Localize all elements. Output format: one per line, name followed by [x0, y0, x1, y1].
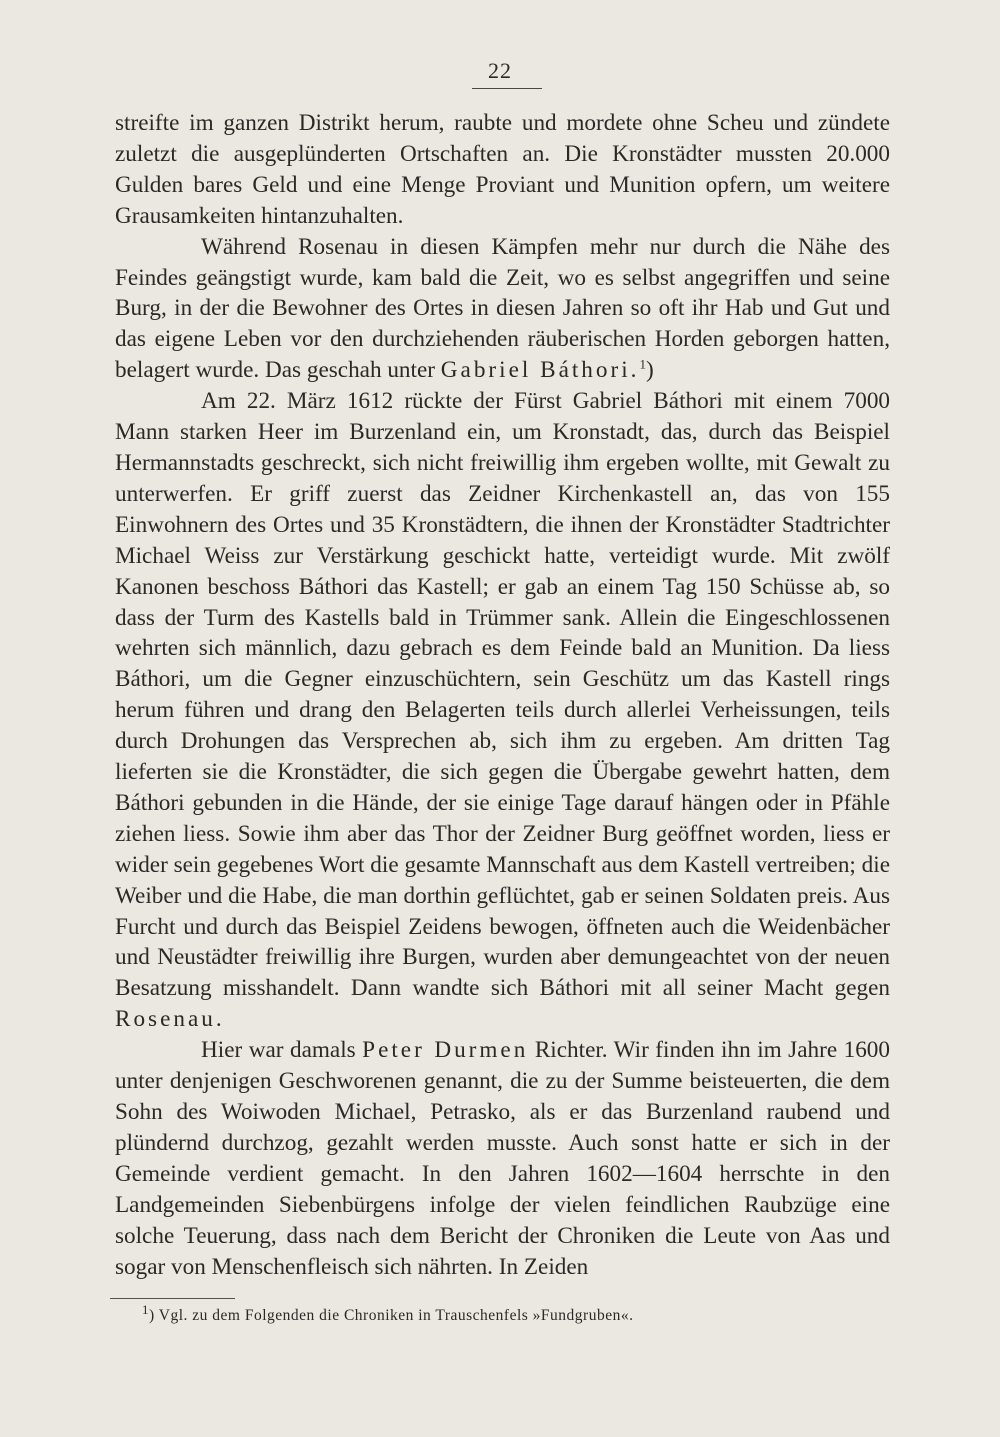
footnote-marker: 1: [142, 1301, 149, 1317]
paragraph-4-text: Richter. Wir finden ihn im Jahre 1600 unter denjenigen Geschworenen genannt, die zu der Summe beisteuerten, die dem Sohn des Woiwoden Michael, Petrasko, als er das Burzenland raubend und plündernd durchzog, gezahlt werden musste. Auch sonst hatte er sich in der Gemeinde verdient gemacht. In den Jahren 1602—1604 herrschte in den Landgemeinden Siebenbürgens infolge der vielen feindlichen Raubzüge eine solche Teuerung, dass nach dem Bericht der Chroniken die Leute von Aas und sogar von Menschenfleisch sich nährten. In Zeiden: [115, 1037, 890, 1280]
paragraph-2: [115, 232, 890, 387]
main-text: [115, 108, 890, 1282]
paragraph-3-text: Am 22. März 1612 rückte der Fürst Gabriel Báthori mit einem 7000 Mann starken Heer im Burzenland ein, um Kronstadt, das, durch das Beispiel Hermannstadts geschreckt, sich nicht freiwillig ihm ergeben wollte, mit Gewalt zu unterwerfen. Er griff zuerst das Zeidner Kirchenkastell an, das von 155 Einwohnern des Ortes und 35 Kronstädtern, die ihnen der Kronstädter Stadtrichter Michael Weiss zur Verstärkung geschickt hatte, verteidigt wurde. Mit zwölf Kanonen beschoss Báthori das Kastell; er gab an einem Tag 150 Schüsse ab, so dass der Turm des Kastells bald in Trümmer sank. Allein die Eingeschlossenen wehrten sich männlich, dazu gebrach es dem Feinde bald an Munition. Da liess Báthori, um die Gegner einzuschüchtern, sein Geschütz um das Kastell rings herum führen und drang den Belagerten teils durch allerlei Verheissungen, teils durch Drohungen das Versprechen ab, sich ihm zu ergeben. Am dritten Tag lieferten sie die Kronstädter, die sich gegen die Übergabe gewehrt hatten, dem Báthori gebunden in die Hände, der sie einige Tage darauf hängen oder in Pfähle ziehen liess. Sowie ihm aber das Thor der Zeidner Burg geöffnet worden, liess er wider sein gegebenes Wort die gesamte Mannschaft aus dem Kastell vertreiben; die Weiber und die Habe, die man dorthin geflüchtet, gab er seinen Soldaten preis. Aus Furcht und durch das Beispiel Zeidens bewogen, öffneten auch die Weidenbächer und Neustädter freiwillig ihre Burgen, wurden aber demungeachtet von der neuen Besatzung misshandelt. Dann wandte sich Báthori mit all seiner Macht gegen: [115, 388, 890, 1002]
name-peter-durmen: Peter Durmen: [362, 1037, 529, 1064]
paragraph-2-text: Während Rosenau in diesen Kämpfen mehr nur durch die Nähe des Feindes geängstigt wurde, kam bald die Zeit, wo es selbst angegriffen und seine Burg, in der die Bewohner des Ortes in diesen Jahren so oft ihr Hab und Gut und das eigene Leben vor den durchziehenden räuberischen Horden geborgen hatten, belagert wurde. Das geschah unter: [115, 233, 890, 384]
name-rosenau: Rosenau.: [115, 1006, 225, 1033]
paragraph-3: [115, 386, 890, 1035]
paragraph-1: streifte im ganzen Distrikt herum, raubte und mordete ohne Scheu und zündete zuletzt die ausgeplünderten Ortschaften an. Die Kronstädter mussten 20.000 Gulden bares Geld und eine Menge Proviant und Munition opfern, um weitere Grausamkeiten hintanzuhalten.: [115, 110, 890, 229]
footnote: [142, 1301, 634, 1326]
paragraph-4-lead: Hier war damals: [201, 1037, 356, 1064]
footnote-text: ) Vgl. zu dem Folgenden die Chroniken in Trauschenfels »Fundgruben«.: [149, 1307, 634, 1324]
name-gabriel-bathori: Gabriel Báthori.: [440, 357, 640, 384]
footnote-reference-paren: ): [645, 357, 654, 384]
paragraph-4: [115, 1035, 890, 1282]
page-number: 22: [488, 58, 512, 83]
page-number-rule: [472, 88, 542, 89]
footnote-reference: 1: [639, 356, 646, 372]
footnote-rule: [110, 1298, 235, 1299]
